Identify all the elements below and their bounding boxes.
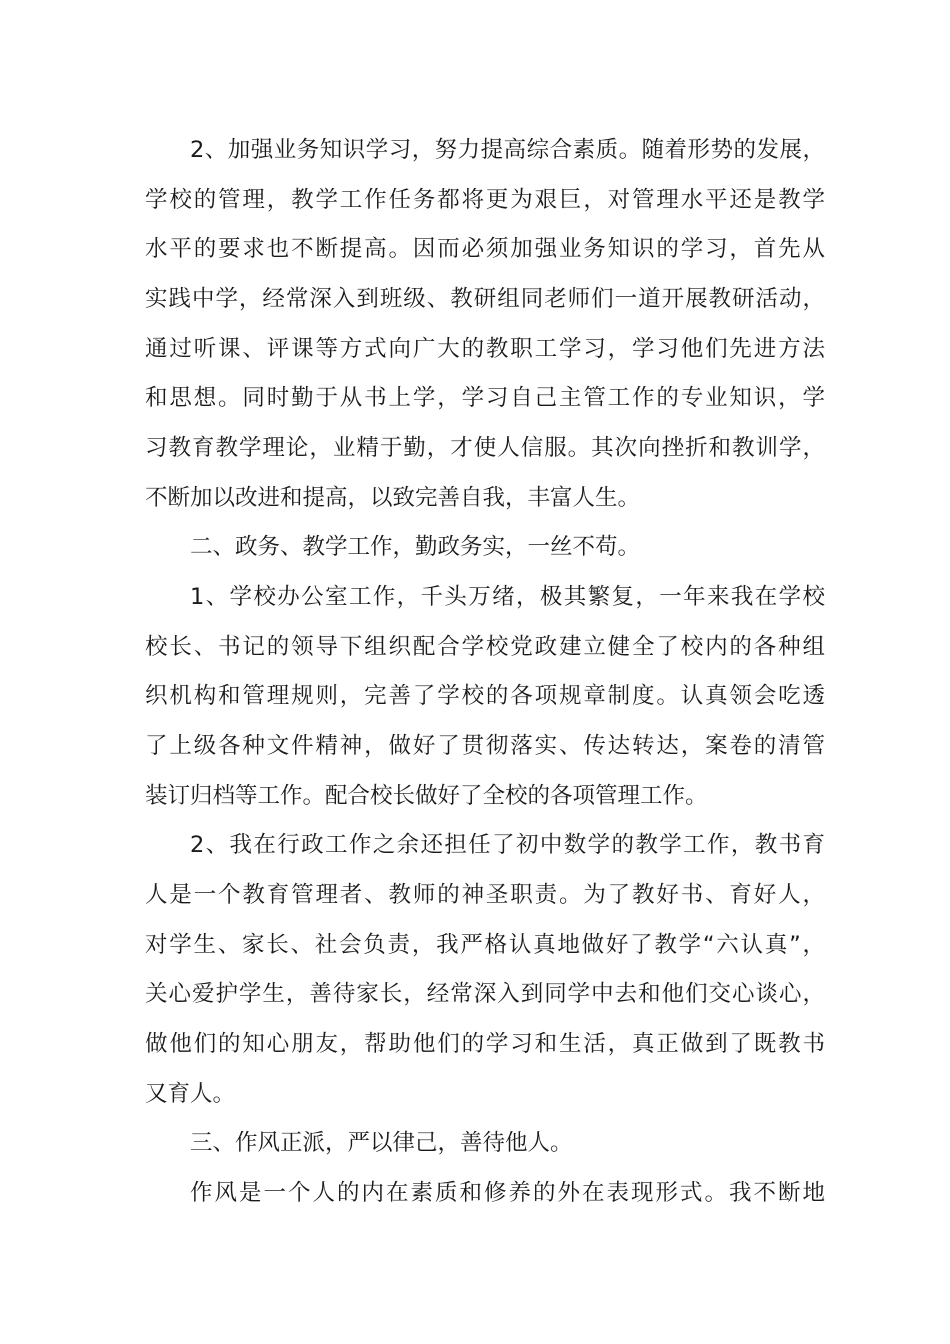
paragraph-line: 织机构和管理规则，完善了学校的各项规章制度。认真领会吃透 bbox=[145, 683, 825, 709]
paragraph-line: 作风是一个人的内在素质和修养的外在表现形式。我不断地 bbox=[190, 1180, 825, 1206]
paragraph-line: 实践中学，经常深入到班级、教研组同老师们一道开展教研活动， bbox=[145, 286, 825, 312]
paragraph-line: 2、我在行政工作之余还担任了初中数学的教学工作，教书育 bbox=[190, 832, 825, 858]
paragraph-line: 通过听课、评课等方式向广大的教职工学习，学习他们先进方法 bbox=[145, 336, 825, 362]
paragraph-line: 对学生、家长、社会负责，我严格认真地做好了教学“六认真”， bbox=[145, 932, 825, 958]
paragraph-line: 校长、书记的领导下组织配合学校党政建立健全了校内的各种组 bbox=[145, 634, 825, 660]
paragraph-line: 了上级各种文件精神，做好了贯彻落实、传达转达，案卷的清管 bbox=[145, 733, 825, 759]
paragraph-line: 和思想。同时勤于从书上学，学习自己主管工作的专业知识，学 bbox=[145, 385, 825, 411]
section-heading: 二、政务、教学工作，勤政务实，一丝不苟。 bbox=[190, 534, 641, 560]
paragraph-line: 水平的要求也不断提高。因而必须加强业务知识的学习，首先从 bbox=[145, 236, 825, 262]
paragraph-line: 不断加以改进和提高，以致完善自我，丰富人生。 bbox=[145, 485, 641, 511]
paragraph-line: 2、加强业务知识学习，努力提高综合素质。随着形势的发展， bbox=[190, 137, 825, 163]
paragraph-line: 习教育教学理论，业精于勤，才使人信服。其次向挫折和教训学， bbox=[145, 435, 825, 461]
section-heading: 三、作风正派，严以律己，善待他人。 bbox=[190, 1130, 573, 1156]
paragraph-line: 关心爱护学生，善待家长，经常深入到同学中去和他们交心谈心， bbox=[145, 981, 825, 1007]
paragraph-line: 1、学校办公室工作，千头万绪，极其繁复，一年来我在学校 bbox=[190, 584, 825, 610]
paragraph-line: 又育人。 bbox=[145, 1081, 236, 1107]
paragraph-line: 装订归档等工作。配合校长做好了全校的各项管理工作。 bbox=[145, 783, 708, 809]
paragraph-line: 做他们的知心朋友，帮助他们的学习和生活，真正做到了既教书 bbox=[145, 1031, 825, 1057]
paragraph-line: 人是一个教育管理者、教师的神圣职责。为了教好书、育好人， bbox=[145, 882, 825, 908]
paragraph-line: 学校的管理，教学工作任务都将更为艰巨，对管理水平还是教学 bbox=[145, 187, 825, 213]
